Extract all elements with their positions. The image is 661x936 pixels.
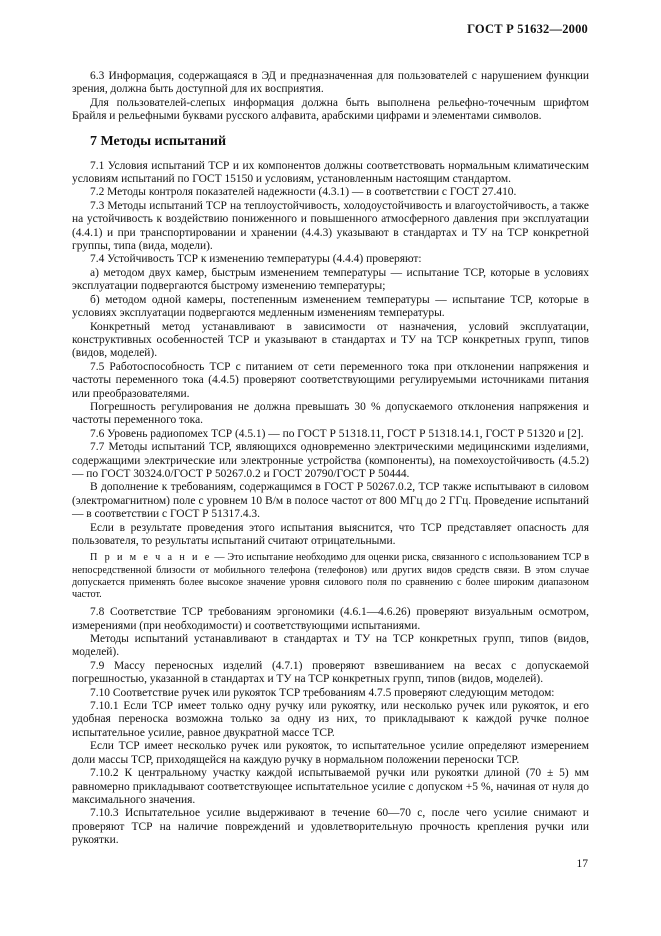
paragraph: В дополнение к требованиям, содержащимся в ГОСТ Р 50267.0.2, ТСР также испытывают в силовом (электромагнитном) поле с уровнем 10 В/м в полосе частот от 800 МГц до 2 ГГц. Проведение испытаний — в соответствии с ГОСТ Р 51317.4.3. — [72, 481, 589, 521]
paragraph: 7.7 Методы испытаний ТСР, являющихся одновременно электрическими медицинскими изделиями, содержащими электрические или электронные устройства (компоненты), на помехоустойчивость (4.5.2) — по ГОСТ 30324.0/ГОСТ Р 50267.0.2 и ГОСТ 20790/ГОСТ Р 50444. — [72, 441, 589, 480]
paragraph: 7.1 Условия испытаний ТСР и их компонентов должны соответствовать нормальным климатическим условиям испытаний по ГОСТ 15150 и условиям, установленным настоящим стандартом. — [72, 159, 589, 186]
paragraph: Для пользователей-слепых информация должна быть выполнена рельефно-точечным шрифтом Брайля и рельефными буквами русского алфавита, арабскими цифрами и элементами символов. — [72, 96, 589, 123]
paragraph: Если в результате проведения этого испытания выяснится, что ТСР представляет опасность для пользователя, то результаты испытаний считают отрицательными. — [72, 521, 589, 547]
paragraph: 7.8 Соответствие ТСР требованиям эргономики (4.6.1—4.6.26) проверяют визуальным осмотром, измерениями (при необходимости) и соответствующими испытаниями. — [72, 606, 589, 632]
page-number: 17 — [576, 858, 588, 870]
list-item: б) методом одной камеры, постепенным изменением температуры — испытание ТСР, которые в условиях эксплуатации подвергаются медленным изменениям температуры. — [72, 293, 589, 320]
standard-code-header: ГОСТ Р 51632—2000 — [467, 22, 588, 36]
note — [72, 552, 589, 601]
paragraph: 7.5 Работоспособность ТСР с питанием от сети переменного тока при отклонении напряжения и частоты переменного тока (4.4.5) проверяют соответствующими регулируемыми источниками питания или преобразователями. — [72, 360, 589, 400]
list-item: а) методом двух камер, быстрым изменением температуры — испытание ТСР, которые в условиях эксплуатации подвергаются быстрому изменению температуры; — [72, 266, 589, 293]
paragraph: 7.9 Массу переносных изделий (4.7.1) проверяют взвешиванием на весах с допускаемой погрешностью, указанной в стандартах и ТУ на ТСР конкретных групп, типов (видов, моделей). — [72, 659, 589, 686]
paragraph: 7.10.3 Испытательное усилие выдерживают в течение 60—70 с, после чего усилие снимают и проверяют ТСР на наличие повреждений и удовлетворительную прочность крепления ручки или рукоятки. — [72, 807, 589, 847]
paragraph: 7.10 Соответствие ручек или рукояток ТСР требованиям 4.7.5 проверяют следующим методом: — [90, 686, 555, 699]
paragraph: 7.3 Методы испытаний ТСР на теплоустойчивость, холодоустойчивость и влагоустойчивость, а также на устойчивость к воздействию пониженного и повышенного атмосферного давления при эксплуатации (4.4.1) и при транспортировании и хранении (4.4.3) указывают в стандартах и ТУ на ТСР конкретной группы, типа (вида, модели). — [72, 199, 589, 253]
paragraph: Методы испытаний устанавливают в стандартах и ТУ на ТСР конкретных групп, типов (видов, моделей). — [72, 633, 589, 659]
paragraph: 7.10.2 К центральному участку каждой испытываемой ручки или рукоятки длиной (70 ± 5) мм равномерно прикладывают соответствующее испытательное усилие с допуском +5 %, начиная от нуля до максимального значения. — [72, 767, 589, 806]
note-label: П р и м е ч а н и е — [90, 552, 212, 564]
paragraph: Конкретный метод устанавливают в зависимости от назначения, условий эксплуатации, конструктивных особенностей ТСР и указывают в стандартах и ТУ на ТСР конкретных групп, типов (видов, моделей). — [72, 320, 589, 360]
section-heading: 7 Методы испытаний — [90, 133, 227, 149]
paragraph: 7.10.1 Если ТСР имеет только одну ручку или рукоятку, или несколько ручек или рукояток, и его удобная переноска возможна только за одну из них, то прикладывают к каждой ручке полное испытательное усилие, равное двукратной массе ТСР. — [72, 700, 589, 739]
paragraph: 7.6 Уровень радиопомех ТСР (4.5.1) — по ГОСТ Р 51318.11, ГОСТ Р 51318.14.1, ГОСТ Р 51320 и [2]. — [90, 427, 584, 440]
paragraph: 7.2 Методы контроля показателей надежности (4.3.1) — в соответствии с ГОСТ 27.410. — [90, 186, 517, 199]
paragraph: Погрешность регулирования не должна превышать 30 % допускаемого отклонения напряжения и частоты переменного тока. — [72, 400, 589, 427]
paragraph: Если ТСР имеет несколько ручек или рукояток, то испытательное усилие определяют измерением доли массы ТСР, приходящейся на каждую ручку в нормальном положении переноски ТСР. — [72, 740, 589, 766]
paragraph: 7.4 Устойчивость ТСР к изменению температуры (4.4.4) проверяют: — [90, 253, 422, 266]
document-body — [72, 70, 589, 848]
note-text: — Это испытание необходимо для оценки риска, связанного с использованием ТСР в непосредственной близости от мобильного телефона (телефонов) или других видов средств связи. В этом случае допускается применять более высокое значение уровня силового поля по сравнению с более широким диапазоном частот. — [72, 552, 589, 601]
paragraph: 6.3 Информация, содержащаяся в ЭД и предназначенная для пользователей с нарушением функции зрения, должна быть доступной для их восприятия. — [72, 70, 589, 96]
